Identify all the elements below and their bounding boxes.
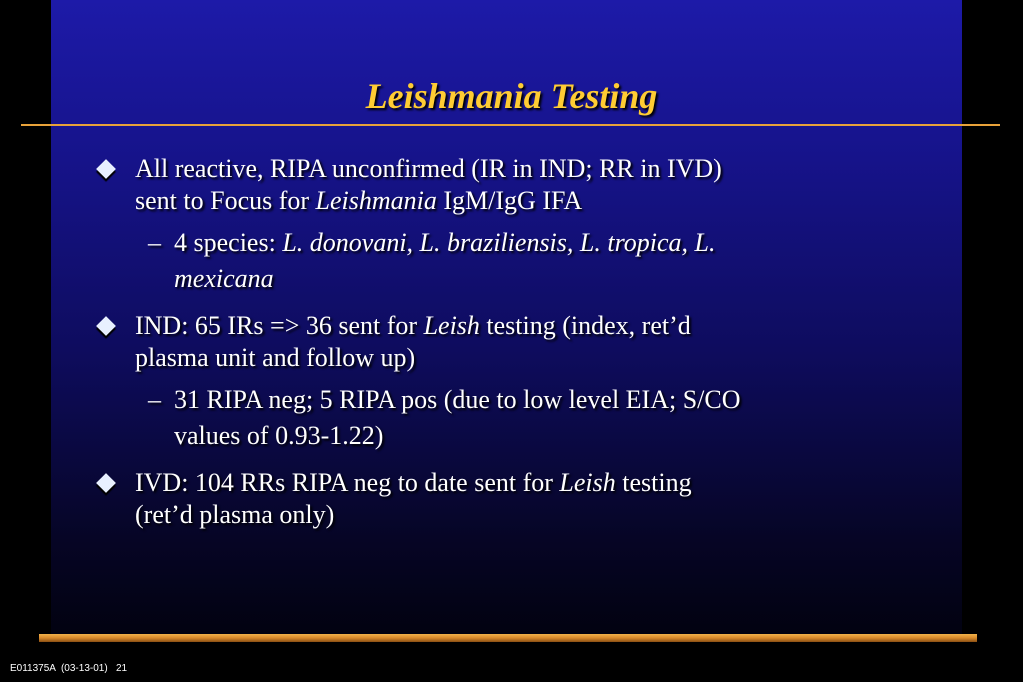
sub-bullet-2-line-1: 31 RIPA neg; 5 RIPA pos (due to low level EIA; S/CO: [174, 385, 741, 414]
bullet-3-line-1: IVD: 104 RRs RIPA neg to date sent for Leish testing: [135, 468, 692, 497]
bullet-3-line-2: (ret’d plasma only): [135, 500, 335, 529]
slide-title: Leishmania Testing: [365, 76, 658, 116]
bullet-2-line-1: IND: 65 IRs => 36 sent for Leish testing (index, ret’d: [135, 311, 691, 340]
slide-footer: E011375A (03-13-01) 21: [10, 663, 128, 674]
bottom-divider: [39, 634, 977, 642]
sub-bullet-1-line-2: mexicana: [174, 264, 274, 293]
bullet-2-line-2: plasma unit and follow up): [135, 343, 416, 372]
sub-bullet-2-line-2: values of 0.93-1.22): [174, 421, 384, 450]
sub-bullet-dash: –: [148, 228, 161, 257]
sub-bullet-1-line-1: 4 species: L. donovani, L. braziliensis, L. tropica, L.: [174, 228, 716, 257]
bullet-1-line-1: All reactive, RIPA unconfirmed (IR in IND; RR in IVD): [135, 154, 722, 183]
sub-bullet-dash: –: [148, 385, 161, 414]
title-divider: [21, 124, 1000, 126]
bullet-1-line-2: sent to Focus for Leishmania IgM/IgG IFA: [135, 186, 583, 215]
